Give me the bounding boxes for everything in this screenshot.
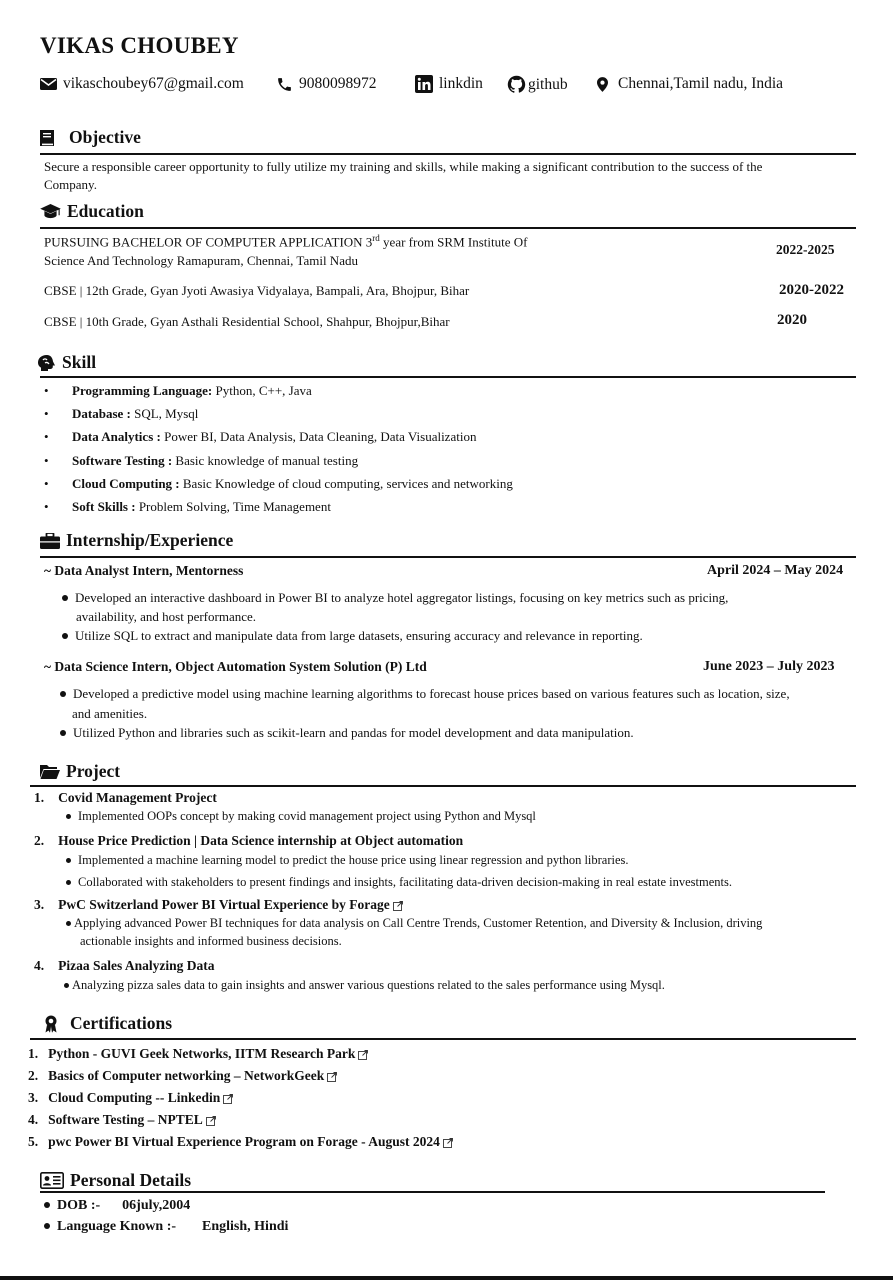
education-item-1-years: 2022-2025 (776, 242, 835, 257)
project-4-bullet: Analyzing pizza sales data to gain insights and answer various questions related to the sales performance using Mysql. (64, 978, 665, 993)
project-2-bullet-1: Implemented a machine learning model to predict the house price using linear regression and python libraries. (66, 853, 629, 868)
envelope-icon (40, 78, 57, 90)
education-item-1-line-1: PURSUING BACHELOR OF COMPUTER APPLICATION 3rd year from SRM Institute Of (44, 233, 528, 250)
objective-divider (40, 153, 856, 155)
external-link-icon[interactable] (443, 1138, 453, 1148)
skill-divider (40, 376, 856, 378)
project-divider (30, 785, 856, 787)
project-3-bullet-cont: actionable insights and informed business decisions. (80, 934, 342, 948)
job-2-bullet-1: Developed a predictive model using machine learning algorithms to forecast house prices based on various features such as location, size, (60, 686, 790, 702)
id-card-icon (40, 1172, 64, 1189)
project-3-bullet: Applying advanced Power BI techniques for data analysis on Call Centre Trends, Customer Retention, and Diversity & Inclusion, driving (66, 916, 762, 931)
external-link-icon[interactable] (393, 901, 403, 911)
project-heading: Project (40, 761, 120, 782)
candidate-name: VIKAS CHOUBEY (40, 33, 239, 58)
external-link-icon[interactable] (358, 1050, 368, 1060)
job-1-bullet-1: Developed an interactive dashboard in Power BI to analyze hotel aggregator listings, focusing on key metrics such as pricing, (62, 590, 728, 606)
graduation-cap-icon (40, 204, 61, 219)
objective-line-2: Company. (44, 177, 97, 192)
job-1-bullet-1-cont: availability, and host performance. (76, 609, 257, 624)
skill-heading: Skill (37, 352, 96, 373)
project-item-2: 2. House Price Prediction | Data Science internship at Object automation (34, 833, 464, 848)
project-item-4: 4. Pizaa Sales Analyzing Data (34, 958, 215, 973)
location-contact (597, 75, 783, 93)
email-contact[interactable] (40, 75, 244, 93)
github-link[interactable] (507, 75, 568, 94)
certification-item[interactable]: 4. Software Testing – NPTEL (28, 1112, 216, 1128)
job-1-bullet-2: Utilize SQL to extract and manipulate data from large datasets, ensuring accuracy and relevance in reporting. (62, 628, 643, 644)
github-text: github (528, 75, 568, 93)
education-heading: Education (40, 201, 144, 222)
briefcase-icon (40, 533, 60, 549)
job-2-bullet-1-cont: and amenities. (72, 706, 148, 721)
project-2-bullet-2: Collaborated with stakeholders to present findings and insights, facilitating data-driven decision-making in real estate investments. (66, 875, 732, 890)
phone-text: 9080098972 (299, 75, 377, 92)
personal-details-divider (40, 1191, 825, 1193)
email-text: vikaschoubey67@gmail.com (63, 75, 244, 92)
education-item-3: CBSE | 10th Grade, Gyan Asthali Residential School, Shahpur, Bhojpur,Bihar (44, 314, 450, 329)
brain-icon (37, 354, 57, 372)
education-item-2: CBSE | 12th Grade, Gyan Jyoti Awasiya Vidyalaya, Bampali, Ara, Bhojpur, Bihar (44, 283, 470, 298)
github-icon (507, 75, 526, 94)
location-text: Chennai,Tamil nadu, India (618, 75, 784, 92)
job-2-bullet-2: Utilized Python and libraries such as scikit-learn and pandas for model development and data manipulation. (60, 725, 634, 741)
folder-icon (40, 764, 60, 779)
job-1-role: ~ Data Analyst Intern, Mentorness (44, 563, 244, 578)
book-icon (40, 130, 55, 146)
certifications-heading: Certifications (44, 1013, 172, 1034)
map-pin-icon (597, 77, 608, 92)
external-link-icon[interactable] (206, 1116, 216, 1126)
education-item-3-years: 2020 (777, 312, 807, 328)
linkedin-link[interactable] (415, 75, 483, 93)
certification-item[interactable]: 5. pwc Power BI Virtual Experience Program on Forage - August 2024 (28, 1134, 453, 1150)
job-2-role: ~ Data Science Intern, Object Automation System Solution (P) Ltd (44, 659, 427, 674)
project-item-1: 1. Covid Management Project (34, 790, 217, 805)
education-item-2-years: 2020-2022 (779, 282, 844, 298)
job-1-dates: April 2024 – May 2024 (707, 563, 844, 578)
project-item-3: 3. PwC Switzerland Power BI Virtual Experience by Forage (34, 897, 403, 913)
experience-heading: Internship/Experience (40, 530, 233, 551)
certification-item[interactable]: 3. Cloud Computing -- Linkedin (28, 1090, 233, 1106)
certifications-divider (30, 1038, 856, 1040)
education-divider (40, 227, 856, 229)
linkedin-text: linkdin (439, 75, 483, 92)
job-2-dates: June 2023 – July 2023 (703, 659, 835, 674)
certification-item[interactable]: 2. Basics of Computer networking – NetworkGeek (28, 1068, 337, 1084)
linkedin-icon (415, 75, 433, 93)
language-row: Language Known :- English, Hindi (44, 1219, 288, 1235)
phone-icon (276, 76, 293, 93)
external-link-icon[interactable] (223, 1094, 233, 1104)
objective-line-1: Secure a responsible career opportunity to fully utilize my training and skills, while making a significant contribution to the success of the (44, 159, 763, 174)
education-item-1-line-2: Science And Technology Ramapuram, Chennai, Tamil Nadu (44, 253, 358, 268)
phone-contact[interactable] (276, 75, 377, 93)
objective-heading: Objective (40, 127, 141, 148)
experience-divider (40, 556, 856, 558)
certification-item[interactable]: 1. Python - GUVI Geek Networks, IITM Research Park (28, 1046, 368, 1062)
dob-row: DOB :- 06july,2004 (44, 1198, 190, 1214)
external-link-icon[interactable] (327, 1072, 337, 1082)
project-1-bullet: Implemented OOPs concept by making covid management project using Python and Mysql (66, 809, 536, 824)
personal-details-heading: Personal Details (40, 1170, 191, 1191)
award-ribbon-icon (44, 1015, 58, 1033)
page-bottom-border (0, 1276, 893, 1280)
